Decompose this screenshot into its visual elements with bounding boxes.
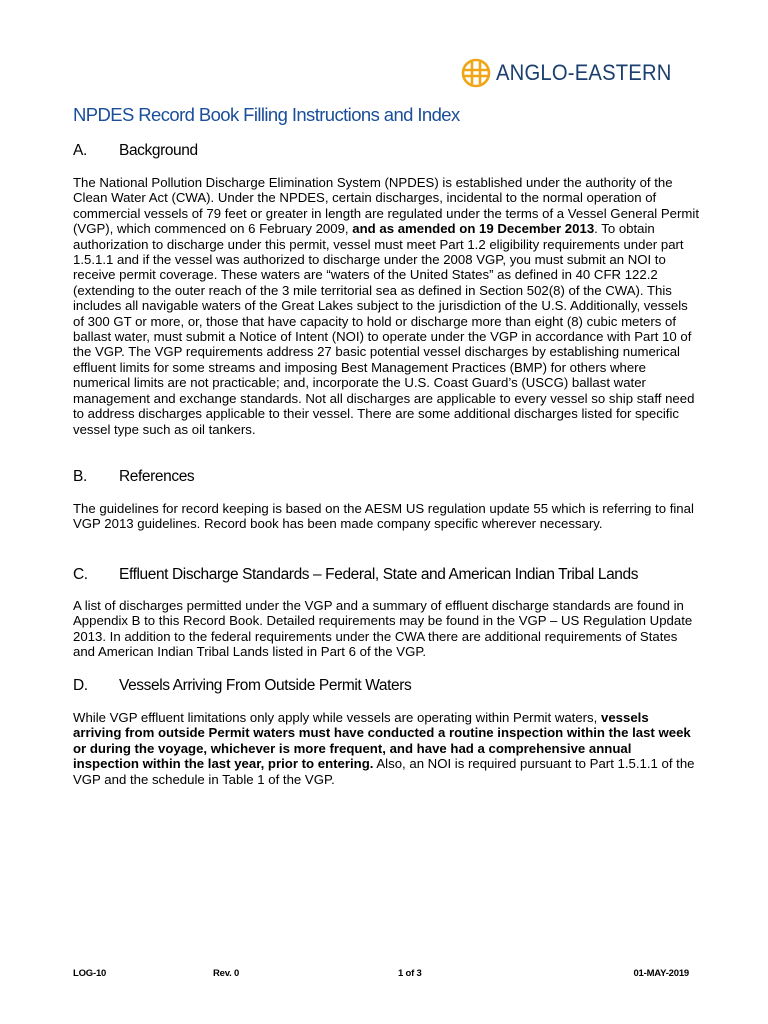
paragraph-text: The National Pollution Discharge Elimination System (NPDES) is established under the authority of the Clean Water Act (CWA). Under the NPDES, certain discharges, incidental to the normal operation of commercial vessels of 79 feet or greater in length are regulated under the terms of a Vessel General Permit (VGP), which commenced on 6 February 2009,: [73, 175, 699, 237]
anglo-eastern-emblem-icon: [461, 58, 491, 88]
paragraph-text: While VGP effluent limitations only apply while vessels are operating within Permit waters,: [73, 710, 601, 725]
paragraph-text: Also, an NOI is required pursuant to Part 1.5.1.1 of the VGP and the schedule in Table 1 of the VGP.: [73, 756, 695, 787]
background-paragraph: [73, 175, 699, 437]
vessels-paragraph: [73, 710, 699, 787]
logo-text: ANGLO-EASTERN: [496, 60, 672, 85]
page-footer: [73, 968, 689, 982]
paragraph-text: . To obtain authorization to discharge under this permit, vessel must meet Part 1.2 eligibility requirements under part 1.5.1.1 and if the vessel was authorized to discharge under the 2008 VGP, you must submit an NOI to receive permit coverage. These waters are “waters of the United States” as defined in 40 CFR 122.2 (extending to the outer reach of the 3 mile territorial sea as defined in Section 502(8) of the CWA). This includes all navigable waters of the Great Lakes subject to the jurisdiction of the U.S. Additionally, vessels of 300 GT or more, or, those that have capacity to hold or discharge more than eight (8) cubic meters of ballast water, must submit a Notice of Intent (NOI) to operate under the VGP in accordance with Part 10 of the VGP. The VGP requirements address 27 basic potential vessel discharges by establishing numerical effluent limits for some streams and imposing Best Management Practices (BMP) for others where numerical limits are not practicable; and, incorporate the U.S. Coast Guard’s (USCG) ballast water management and exchange standards. Not all discharges are applicable to every vessel so ship staff need to address discharges applicable to their vessel. There are some additional discharges listed for specific vessel type such as oil tankers.: [73, 221, 695, 437]
page-title: NPDES Record Book Filling Instructions and Index: [73, 104, 460, 125]
references-paragraph: The guidelines for record keeping is based on the AESM US regulation update 55 which is referring to final VGP 2013 guidelines. Record book has been made company specific wherever necessary.: [73, 501, 694, 532]
section-title: Vessels Arriving From Outside Permit Waters: [119, 677, 412, 694]
paragraph-bold-text: and as amended on 19 December 2013: [352, 221, 595, 237]
section-title: Background: [119, 142, 198, 159]
footer-page-number: 1 of 3: [398, 968, 422, 979]
section-title: References: [119, 468, 195, 485]
section-heading-effluent: [73, 566, 638, 584]
effluent-paragraph: A list of discharges permitted under the VGP and a summary of effluent discharge standards are found in Appendix B to this Record Book. Detailed requirements may be found in the VGP – US Regulation Update 2013. In addition to the federal requirements under the CWA there are additional requirements of States and American Indian Tribal Lands listed in Part 6 of the VGP.: [73, 598, 693, 660]
section-title: Effluent Discharge Standards – Federal, State and American Indian Tribal Lands: [119, 566, 639, 583]
section-letter: C.: [73, 566, 88, 583]
footer-revision: Rev. 0: [213, 968, 240, 979]
section-letter: B.: [73, 468, 87, 485]
section-heading-vessels: [73, 677, 411, 695]
company-logo: [461, 58, 686, 88]
section-heading-background: [73, 142, 198, 160]
section-letter: A.: [73, 142, 87, 159]
footer-date: 01-MAY-2019: [633, 968, 689, 979]
section-letter: D.: [73, 677, 88, 694]
footer-doc-code: LOG-10: [73, 968, 107, 979]
paragraph-bold-text: vessels arriving from outside Permit waters must have conducted a routine inspection within the last week or during the voyage, whichever is more frequent, and have had a comprehensive annual inspection within the last year, prior to entering.: [73, 710, 691, 772]
section-heading-references: [73, 468, 194, 486]
